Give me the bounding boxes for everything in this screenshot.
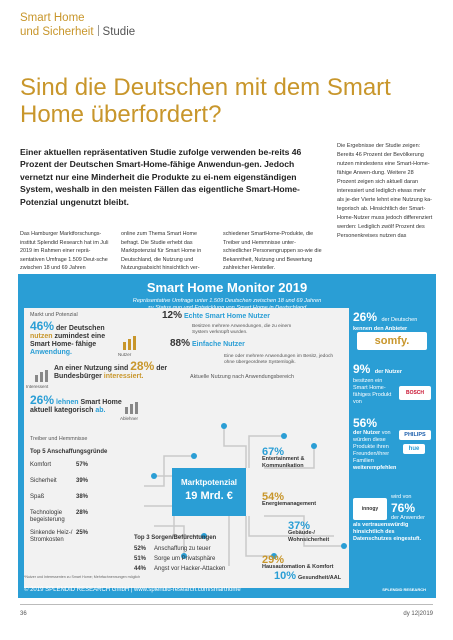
side-stat-innogy-text-a: wird von: [391, 494, 412, 500]
bosch-logo: BOSCH: [399, 386, 431, 400]
list-item: [30, 462, 120, 474]
infographic: [18, 274, 436, 598]
reason-label: Komfort: [30, 462, 52, 468]
top3-label: Top 3 Sorgen/Befürchtungen: [134, 535, 217, 541]
reason-value: 28%: [76, 510, 89, 516]
header-divider: [98, 25, 99, 36]
stat-einfache-label: Einfache Nutzer: [191, 341, 245, 348]
side-stat-philips-text-c: würden diese Produkte ihren Freunden/ihrer Familien: [353, 437, 390, 464]
body-column-2: online zum Thema Smart Home befragt. Die Studie erhebt das Marktpotenzial für Smart Home in Deutschland, die Nutzung und Nutzungsabsicht hinsichtlich ver-: [121, 231, 202, 272]
market-potential-value: 19 Mrd. €: [185, 490, 233, 502]
stat-users-text-c: zumindest eine Smart Home-: [30, 333, 106, 348]
section-category: Studie: [102, 26, 136, 38]
usage-energy-pct: 54%: [262, 491, 285, 503]
ablehner-bar-icon: [124, 402, 140, 414]
ablehner-label: Ablehner: [120, 416, 139, 421]
concern-label: Sorge um Privatsphäre: [154, 556, 216, 562]
side-stat-innogy-text-c: als vertrauenswürdig hinsichtlich des Datenschutzes eingestuft.: [353, 522, 422, 542]
stat-interested-text-c: interessiert.: [103, 373, 144, 380]
stat-echte-label: Echte Smart Home Nutzer: [183, 313, 270, 320]
concerns-list: [134, 546, 254, 576]
concern-label: Anschaffung zu teuer: [154, 546, 211, 552]
list-item: [134, 566, 254, 576]
concern-value: 52%: [134, 546, 147, 552]
interessent-label: Interessent: [26, 384, 49, 389]
issue-label: dy 12|2019: [403, 611, 433, 617]
users-bar-icon: [122, 336, 138, 350]
side-stat-somfy: [353, 308, 431, 333]
reason-value: 57%: [76, 462, 89, 468]
usage-health-label: Gesundheit/AAL: [297, 575, 342, 581]
body-column-1: Das Hamburger Marktforschungs-institut Splendid Research hat im Juli 2019 im Rahmen einer reprä-sentativen Umfrage 1.509 Deut-sche zwischen 18 und 69 Jahren: [20, 231, 109, 272]
reason-label: Sicherheit: [30, 478, 57, 484]
reason-value: 39%: [76, 478, 89, 484]
reasons-list: [30, 462, 120, 546]
stat-echte-pct: 12%: [162, 310, 183, 321]
list-item: [134, 546, 254, 556]
side-stat-bosch-text-b: besitzen ein Smart Home-fähiges Produkt von: [353, 378, 392, 405]
section-header: [20, 12, 135, 39]
side-stat-bosch-pct: 9%: [353, 362, 371, 376]
stat-reject-text-a: lehnen: [55, 399, 79, 406]
infographic-title: Smart Home Monitor 2019: [146, 280, 308, 295]
usage-entertainment-label: Entertainment & Kommunikation: [262, 456, 305, 469]
usage-security: [288, 522, 348, 543]
infographic-main-panel: [24, 308, 349, 588]
article-lead: Einer aktuellen repräsentativen Studie zufolge verwenden be-reits 46 Prozent der Deutschen Smart-Home-fähige Anwendun-gen. Jedoch vernetzt nur eine Minderheit die Produkte zu ei-nem eigenständigen System, weshalb in den meisten Fällen das eigentliche Smart-Home-Potenzial ungenutzt bleibt.: [20, 147, 302, 207]
side-stat-somfy-text-b: kennen den Anbieter: [353, 326, 408, 332]
usage-security-label: Gebäude-/ Wohnsicherheit: [288, 530, 330, 543]
list-item: [30, 494, 120, 506]
stat-interested-text-b: der Bundesbürger: [54, 365, 168, 380]
stat-reject-pct: 26%: [30, 393, 55, 407]
usage-health-pct: 10%: [274, 570, 297, 582]
drivers-label: Treiber und Hemmnisse: [30, 436, 88, 442]
stat-einfache-desc: Eine oder mehrere Anwendungen im Besitz, jedoch ohne übergeordnete Systemlogik.: [224, 354, 334, 365]
market-label: Markt und Potenzial: [30, 312, 78, 318]
stat-interested-text-a: An einer Nutzung sind: [54, 365, 129, 372]
list-item: [30, 510, 89, 526]
section-title-line2: [20, 25, 135, 39]
side-stat-philips-pct: 56%: [353, 416, 378, 430]
usage-automation-pct: 29%: [262, 554, 285, 566]
infographic-footer-text: © 2019 SPLENDID RESEARCH GmbH | www.splendid-research.com/smarthome: [24, 587, 241, 593]
side-stat-innogy-text-b: der Anwender: [391, 515, 425, 521]
concern-value: 51%: [134, 556, 147, 562]
stat-echte: [162, 312, 282, 321]
usage-automation: [262, 556, 342, 571]
list-item: [30, 530, 120, 546]
splendid-logo: SPLENDID RESEARCH: [382, 587, 426, 592]
concern-label: Angst vor Hacker-Attacken: [154, 566, 226, 572]
body-column-3: schiedener SmartHome-Produkte, die Treiber und Hemmnisse unter-schiedlicher Personengruppen so-wie die Bekanntheit, Nutzung und Bewertung zahlreicher Hersteller.: [223, 231, 322, 272]
reason-value: 38%: [76, 494, 89, 500]
market-potential-label: Marktpotenzial: [180, 478, 237, 487]
reason-label: Spaß: [30, 494, 45, 500]
usage-label: Aktuelle Nutzung nach Anwendungsbereich: [190, 374, 294, 380]
infographic-footnote: *Nutzer und Interessenten zu Smart Home; Mehrfachnennungen möglich: [24, 575, 141, 579]
stat-reject-text-d: ab.: [95, 407, 106, 414]
usage-entertainment-pct: 67%: [262, 446, 285, 458]
stat-users-text-e: Anwendung.: [30, 349, 72, 356]
usage-energy: [262, 493, 342, 508]
side-stat-philips-text-d: weiterempfehlen: [353, 465, 397, 471]
stat-echte-desc: Besitzen mehrere Anwendungen, die zu einem System verknüpft wurden.: [192, 324, 292, 335]
user-label: Nutzer: [118, 352, 132, 357]
stat-interested: [54, 359, 174, 381]
usage-energy-label: Energiemanagement: [262, 501, 317, 507]
philips-logo: PHILIPS: [399, 430, 431, 440]
stat-reject-text-c: aktuell kategorisch: [30, 407, 94, 414]
innogy-logo: innogy: [353, 498, 387, 520]
stat-einfache: [170, 340, 270, 349]
stat-users-text-b: nutzen: [30, 333, 53, 340]
body-column-4: Die Ergebnisse der Studie zeigen: Bereits 46 Prozent der Bevölkerung nutzen mindestens eine Smart-Home-fähige Anwen-dung. Weitere 28 Prozent zeigen sich aktuell daran interessiert und lediglich etwas mehr als je-der Vierte lehnt eine Nutzung ka-tegorisch ab. Hinsichtlich der Smart-Home-Nutzer muss jedoch differenziert werden: Lediglich zwölf Prozent des Personenkreises nutzen das: [337, 143, 433, 239]
section-title-line1: Smart Home: [20, 12, 85, 24]
concern-value: 44%: [134, 566, 147, 572]
stat-interested-pct: 28%: [130, 359, 155, 373]
usage-entertainment: [262, 448, 342, 469]
stat-users-text-a: der Deutschen: [55, 325, 105, 332]
stat-users: [30, 319, 120, 357]
section-title-line2-text: und Sicherheit: [20, 26, 94, 38]
stat-users-pct: 46%: [30, 319, 55, 333]
article-headline: Sind die Deutschen mit dem Smart Home überfordert?: [20, 74, 391, 128]
reason-label: Sinkende Heiz-/ Stromkosten: [30, 530, 73, 543]
infographic-subtitle-line1: Repräsentative Umfrage unter 1.509 Deutschen zwischen 18 und 69 Jahren: [132, 298, 322, 304]
side-stat-somfy-text-a: der Deutschen: [381, 317, 418, 323]
side-stat-philips-text-b: von: [381, 430, 391, 436]
somfy-logo: somfy.: [357, 332, 427, 350]
top5-label: Top 5 Anschaffungsgründe: [30, 449, 108, 455]
list-item: [134, 556, 254, 566]
market-potential-box: [172, 468, 246, 516]
hue-logo: hue: [403, 444, 425, 454]
reason-value: 25%: [76, 530, 89, 536]
stat-reject: [30, 393, 130, 415]
page-number: 36: [20, 611, 27, 617]
reason-label: Technologie begeisterung: [30, 510, 65, 523]
side-stat-philips-text-a: der Nutzer: [353, 430, 381, 436]
infographic-side-panel: [353, 308, 431, 558]
stat-einfache-pct: 88%: [170, 338, 191, 349]
usage-security-pct: 37%: [288, 520, 311, 532]
stat-users-text-d: fähige: [75, 341, 97, 348]
usage-automation-label: Hausautomation & Komfort: [262, 564, 334, 570]
interessent-bar-icon: [34, 370, 50, 382]
stat-reject-text-b: Smart Home: [80, 399, 122, 406]
infographic-footer: [24, 584, 430, 596]
footer-rule: [20, 604, 433, 605]
list-item: [30, 478, 120, 490]
side-stat-somfy-pct: 26%: [353, 310, 378, 324]
usage-health: [274, 572, 344, 582]
side-stat-bosch-text-a: der Nutzer: [374, 369, 402, 375]
side-stat-innogy-pct: 76%: [391, 501, 416, 515]
